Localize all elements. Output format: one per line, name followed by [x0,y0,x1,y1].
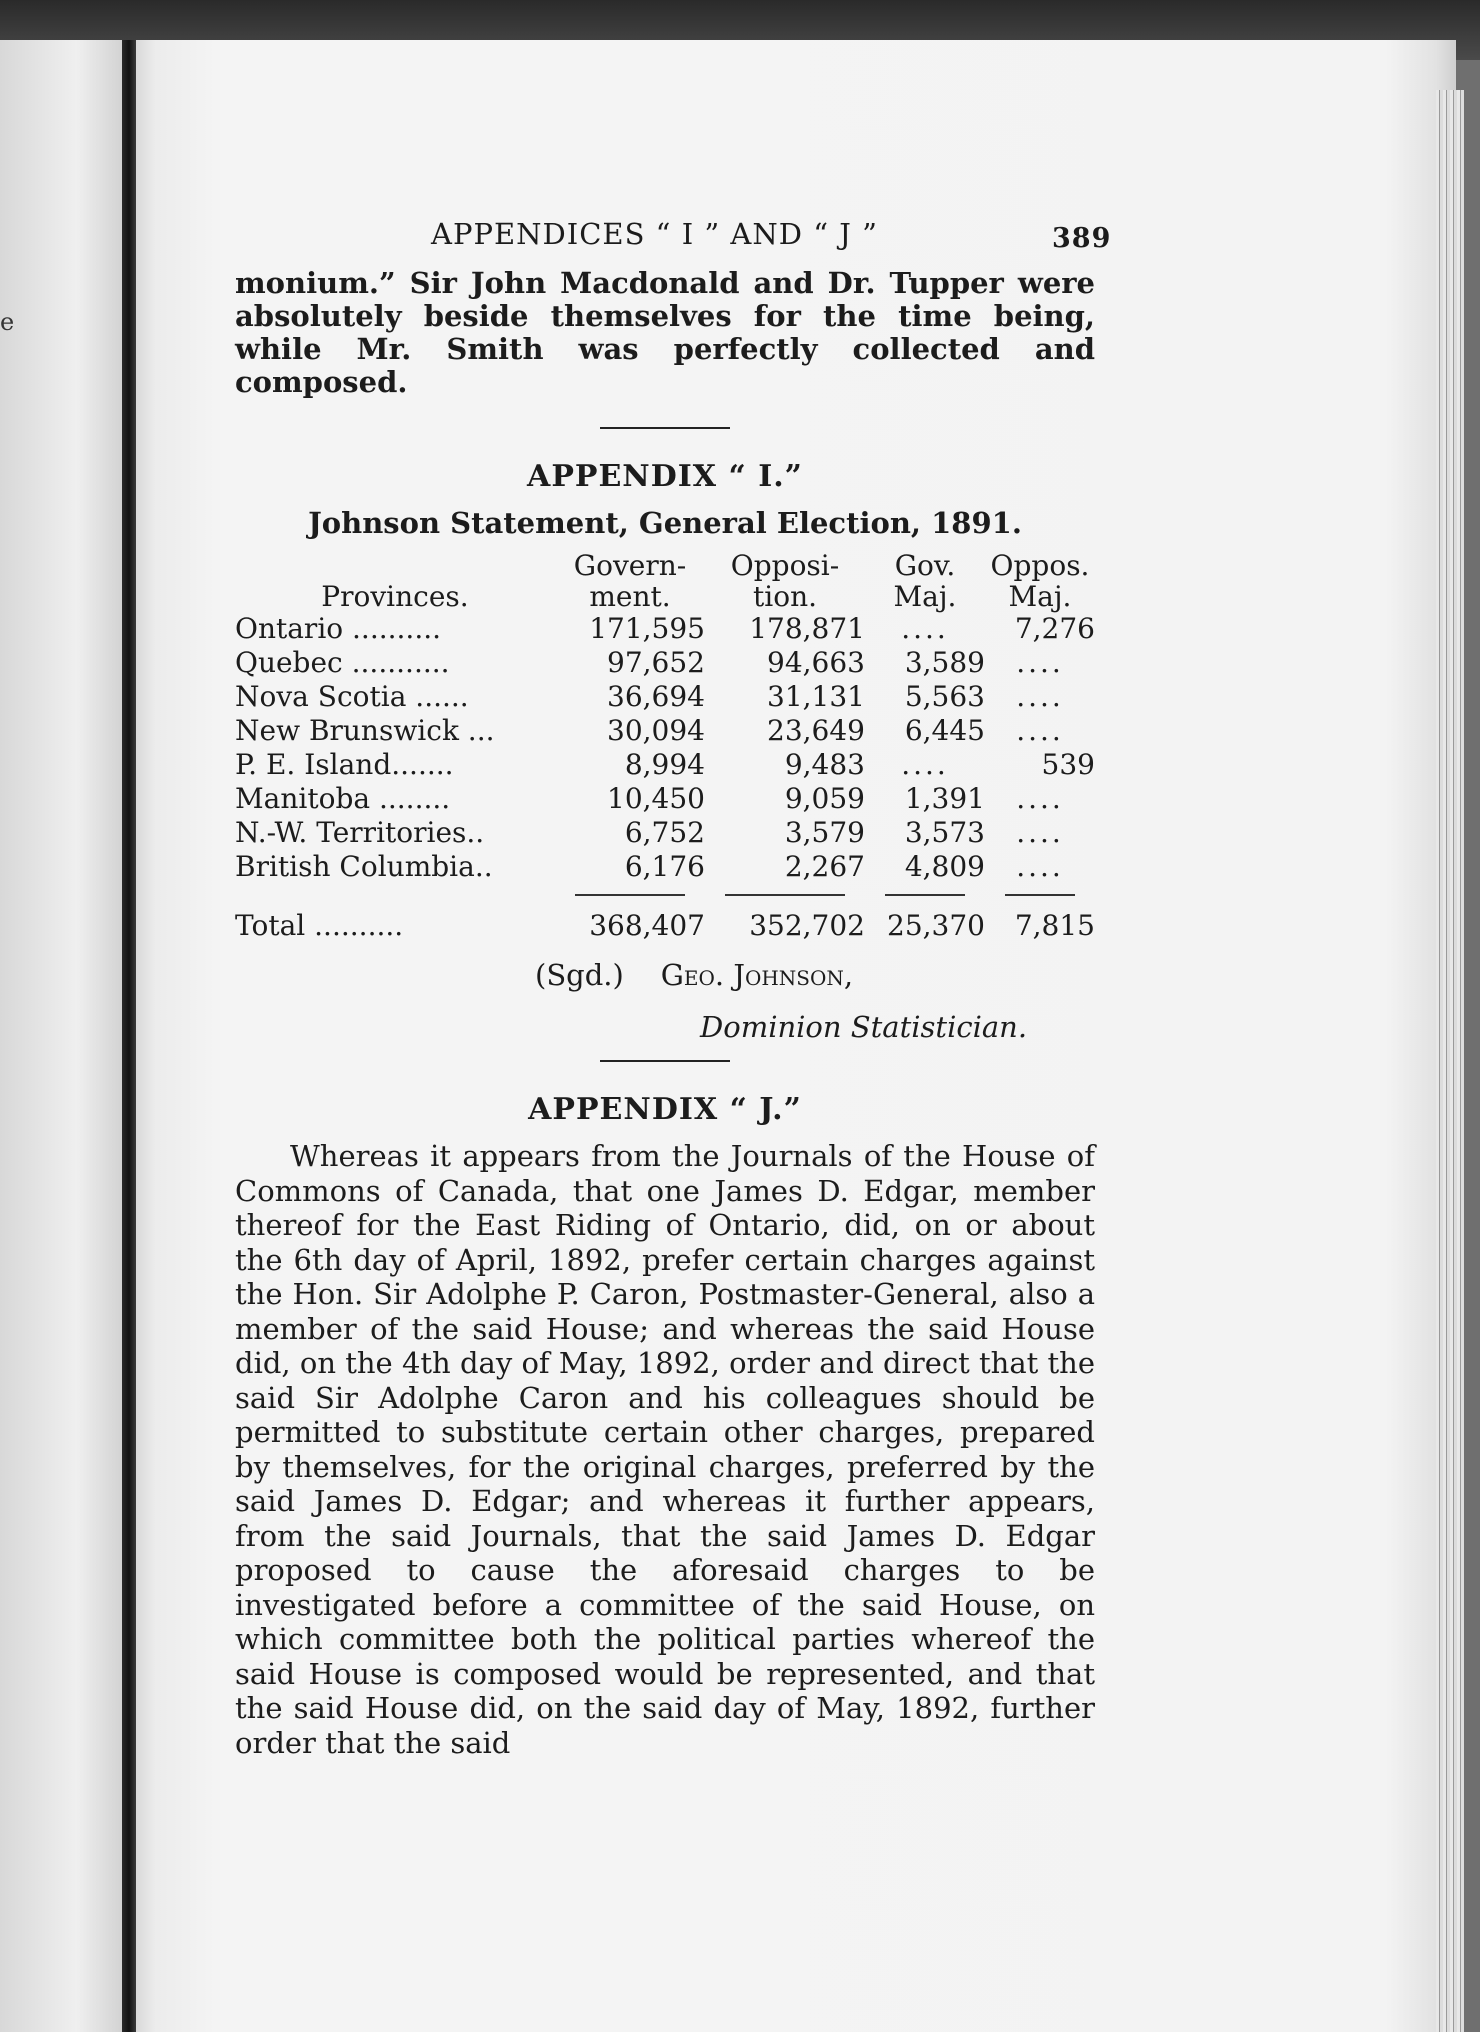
oppos-maj-cell: .... [1016,680,1064,713]
appendix-j-body: Whereas it appears from the Journals of the House of Commons of Canada, that one James D. Edgar, member thereof for the East Riding of Ontario, did, on or about the 6th day of April, 1892, prefer certain charges against the Hon. Sir Adolphe P. Caron, Postmaster-General, also a member of the said House; and whereas the said House did, on the 4th day of May, 1892, order and direct that the said Sir Adolphe Caron and his colleagues should be permitted to substitute certain other charges, prepared by themselves, for the original charges, preferred by the said James D. Edgar; and whereas it further appears, from the said Journals, that the said James D. Edgar proposed to cause the aforesaid charges to be investigated before a committee of the said House, on which committee both the political parties whereof the said House is composed would be represented, and that the said House did, on the said day of May, 1892, further order that the said [235,1139,1095,1760]
opposition-cell: 31,131 [767,680,865,713]
column-header-government-text: Govern- ment. [573,549,687,613]
government-cell: 6,176 [624,850,705,883]
total-opposition: 352,702 [749,909,865,942]
appendix-i-heading: APPENDIX “ I.” [527,459,803,494]
opposition-cell: 3,579 [784,816,865,849]
opposition-cell: 9,059 [784,782,865,815]
facing-page-fragment: e [0,308,15,336]
opposition-cell: 178,871 [749,612,865,645]
table-body [235,612,1095,946]
oppos-maj-cell: .... [1016,714,1064,747]
government-cell: 8,994 [624,748,705,781]
election-table-title: Johnson Statement, General Election, 1891. [308,506,1022,540]
government-cell: 30,094 [607,714,705,747]
oppos-maj-cell: .... [1016,646,1064,679]
gov-maj-cell: .... [901,748,949,781]
book-spine [122,40,136,2032]
oppos-maj-cell: .... [1016,850,1064,883]
gov-maj-cell: 6,445 [904,714,985,747]
province-cell: New Brunswick ... [235,714,495,747]
column-header-provinces: Provinces. [321,580,469,613]
gov-maj-cell: .... [901,612,949,645]
opposition-cell: 9,483 [784,748,865,781]
gov-maj-cell: 1,391 [904,782,985,815]
province-cell: British Columbia.. [235,850,493,883]
section-divider [600,427,730,429]
province-cell: N.-W. Territories.. [235,816,485,849]
total-rule [555,884,705,906]
oppos-maj-cell: .... [1016,816,1064,849]
signature-name: Geo. Johnson, [660,958,854,992]
total-rule-row [235,884,1095,906]
table-row [235,714,1095,748]
column-header-government [555,550,705,612]
signature-role: Dominion Statistician. [700,1010,1028,1044]
government-cell: 6,752 [624,816,705,849]
oppos-maj-cell: .... [1016,782,1064,815]
table-row [235,850,1095,884]
table-header-row [235,550,1095,612]
gov-maj-cell: 3,589 [904,646,985,679]
page-edges [1436,90,1464,2032]
appendix-j-heading: APPENDIX “ J.” [528,1092,802,1127]
rule-spacer [235,884,555,906]
column-header-opposition [705,550,865,612]
total-rule [705,884,865,906]
running-head [235,205,1112,257]
section-divider [600,1060,730,1062]
election-results-table [235,550,1095,946]
opposition-cell: 2,267 [784,850,865,883]
running-head-title: APPENDICES “ I ” AND “ J ” [431,217,878,251]
signature-prefix: (Sgd.) [535,958,624,992]
province-cell: Ontario .......... [235,612,442,645]
table-row [235,782,1095,816]
table-row [235,748,1095,782]
column-header-opposition-text: Opposi- tion. [730,549,840,613]
gov-maj-cell: 5,563 [904,680,985,713]
page-content [235,205,1112,1760]
total-government: 368,407 [589,909,705,942]
total-oppos-maj: 7,815 [1014,909,1095,942]
total-rule [865,884,985,906]
column-header-gov-maj-text: Gov. Maj. [893,549,957,613]
province-cell: Quebec ........... [235,646,450,679]
column-header-oppos-maj-text: Oppos. Maj. [990,549,1090,613]
oppos-maj-cell: 7,276 [1014,612,1095,645]
province-cell: Nova Scotia ...... [235,680,469,713]
government-cell: 10,450 [607,782,705,815]
government-cell: 36,694 [607,680,705,713]
table-row [235,646,1095,680]
government-cell: 97,652 [607,646,705,679]
government-cell: 171,595 [589,612,705,645]
table-row [235,816,1095,850]
total-rule [985,884,1095,906]
column-header-gov-maj [865,550,985,612]
page-number: 389 [1052,223,1112,254]
signature-line [535,958,853,992]
facing-page-edge [0,40,128,2032]
total-row [235,906,1095,946]
gov-maj-cell: 4,809 [904,850,985,883]
opposition-cell: 23,649 [767,714,865,747]
gov-maj-cell: 3,573 [904,816,985,849]
table-row [235,612,1095,646]
total-gov-maj: 25,370 [887,909,985,942]
signature-block [235,950,1095,1050]
opposition-cell: 94,663 [767,646,865,679]
province-cell: Manitoba ........ [235,782,451,815]
total-label: Total .......... [235,909,404,942]
oppos-maj-cell: 539 [1041,748,1095,781]
table-row [235,680,1095,714]
province-cell: P. E. Island....... [235,748,454,781]
intro-paragraph: monium.” Sir John Macdonald and Dr. Tupper were absolutely beside themselves for the time being, while Mr. Smith was perfectly collected and composed. [235,266,1095,399]
column-header-oppos-maj [985,550,1095,612]
